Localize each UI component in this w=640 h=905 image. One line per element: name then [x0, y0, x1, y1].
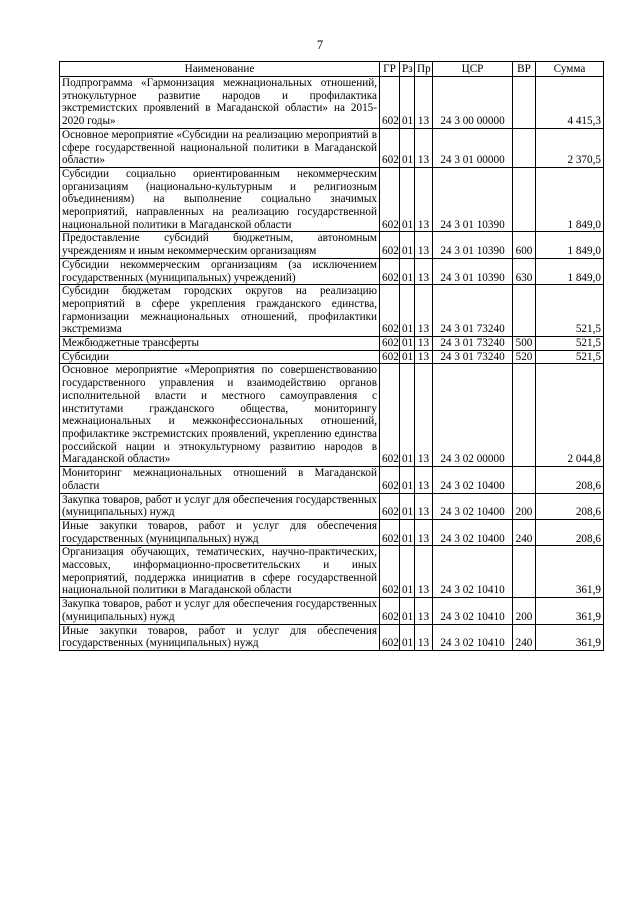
cell-vr [513, 546, 536, 598]
cell-name: Межбюджетные трансферты [60, 337, 380, 351]
cell-vr: 520 [513, 350, 536, 364]
cell-gr: 602 [380, 598, 400, 624]
cell-vr [513, 467, 536, 493]
table-header-row [60, 62, 604, 77]
cell-csr: 24 3 01 10390 [433, 258, 513, 284]
cell-csr: 24 3 02 10400 [433, 467, 513, 493]
cell-rz: 01 [400, 167, 415, 232]
cell-pr: 13 [415, 128, 433, 167]
cell-gr: 602 [380, 167, 400, 232]
cell-rz: 01 [400, 77, 415, 129]
cell-sum: 1 849,0 [536, 232, 604, 258]
cell-rz: 01 [400, 337, 415, 351]
cell-pr: 13 [415, 77, 433, 129]
page-number: 7 [316, 38, 324, 52]
cell-sum: 521,5 [536, 350, 604, 364]
cell-pr: 13 [415, 493, 433, 519]
cell-sum: 1 849,0 [536, 167, 604, 232]
cell-sum: 208,6 [536, 493, 604, 519]
cell-name: Закупка товаров, работ и услуг для обеспечения государственных (муниципальных) нужд [60, 493, 380, 519]
cell-csr: 24 3 01 73240 [433, 285, 513, 337]
cell-gr: 602 [380, 258, 400, 284]
cell-vr: 240 [513, 519, 536, 545]
cell-gr: 602 [380, 128, 400, 167]
cell-pr: 13 [415, 519, 433, 545]
cell-vr [513, 128, 536, 167]
cell-gr: 602 [380, 493, 400, 519]
table-row [60, 364, 604, 467]
cell-sum: 2 044,8 [536, 364, 604, 467]
cell-gr: 602 [380, 350, 400, 364]
table-row [60, 337, 604, 351]
table-row [60, 598, 604, 624]
cell-name: Субсидии некоммерческим организациям (за исключением государственных (муниципальных) учреждений) [60, 258, 380, 284]
cell-pr: 13 [415, 364, 433, 467]
cell-sum: 1 849,0 [536, 258, 604, 284]
cell-pr: 13 [415, 258, 433, 284]
table-row [60, 624, 604, 650]
cell-sum: 2 370,5 [536, 128, 604, 167]
cell-csr: 24 3 02 10410 [433, 598, 513, 624]
cell-vr [513, 285, 536, 337]
cell-name: Иные закупки товаров, работ и услуг для обеспечения государственных (муниципальных) нужд [60, 624, 380, 650]
table-row [60, 128, 604, 167]
cell-rz: 01 [400, 598, 415, 624]
cell-vr: 600 [513, 232, 536, 258]
cell-pr: 13 [415, 624, 433, 650]
cell-name: Субсидии [60, 350, 380, 364]
table-row [60, 467, 604, 493]
table-row [60, 519, 604, 545]
cell-vr: 200 [513, 493, 536, 519]
header-csr: ЦСР [433, 62, 513, 77]
table-row [60, 258, 604, 284]
cell-sum: 361,9 [536, 598, 604, 624]
cell-rz: 01 [400, 364, 415, 467]
header-sum: Сумма [536, 62, 604, 77]
cell-rz: 01 [400, 350, 415, 364]
cell-sum: 208,6 [536, 467, 604, 493]
table-row [60, 232, 604, 258]
cell-pr: 13 [415, 337, 433, 351]
cell-gr: 602 [380, 624, 400, 650]
cell-gr: 602 [380, 77, 400, 129]
cell-vr [513, 364, 536, 467]
cell-rz: 01 [400, 493, 415, 519]
cell-csr: 24 3 02 10400 [433, 519, 513, 545]
header-vr: ВР [513, 62, 536, 77]
cell-csr: 24 3 00 00000 [433, 77, 513, 129]
cell-gr: 602 [380, 467, 400, 493]
cell-sum: 208,6 [536, 519, 604, 545]
cell-gr: 602 [380, 232, 400, 258]
cell-vr [513, 167, 536, 232]
cell-name: Иные закупки товаров, работ и услуг для обеспечения государственных (муниципальных) нужд [60, 519, 380, 545]
cell-pr: 13 [415, 598, 433, 624]
cell-csr: 24 3 02 10410 [433, 546, 513, 598]
cell-gr: 602 [380, 337, 400, 351]
cell-vr: 200 [513, 598, 536, 624]
cell-rz: 01 [400, 285, 415, 337]
header-rz: Рз [400, 62, 415, 77]
cell-pr: 13 [415, 285, 433, 337]
cell-rz: 01 [400, 519, 415, 545]
cell-rz: 01 [400, 128, 415, 167]
cell-name: Мониторинг межнациональных отношений в Магаданской области [60, 467, 380, 493]
cell-sum: 4 415,3 [536, 77, 604, 129]
cell-name: Закупка товаров, работ и услуг для обеспечения государственных (муниципальных) нужд [60, 598, 380, 624]
cell-gr: 602 [380, 364, 400, 467]
cell-gr: 602 [380, 519, 400, 545]
cell-name: Подпрограмма «Гармонизация межнациональных отношений, этнокультурное развитие народов и профилактика экстремистских проявлений в Магаданской области» на 2015-2020 годы» [60, 77, 380, 129]
header-name: Наименование [60, 62, 380, 77]
cell-csr: 24 3 02 10410 [433, 624, 513, 650]
cell-gr: 602 [380, 546, 400, 598]
cell-vr [513, 77, 536, 129]
table-row [60, 350, 604, 364]
cell-name: Субсидии бюджетам городских округов на реализацию мероприятий в сфере укрепления гражданского единства, гармонизации межнациональных отношений, профилактики экстремизма [60, 285, 380, 337]
cell-rz: 01 [400, 258, 415, 284]
cell-csr: 24 3 01 00000 [433, 128, 513, 167]
cell-pr: 13 [415, 350, 433, 364]
cell-rz: 01 [400, 624, 415, 650]
table-row [60, 285, 604, 337]
cell-pr: 13 [415, 546, 433, 598]
cell-csr: 24 3 01 10390 [433, 232, 513, 258]
cell-rz: 01 [400, 467, 415, 493]
cell-csr: 24 3 01 73240 [433, 350, 513, 364]
cell-csr: 24 3 02 00000 [433, 364, 513, 467]
cell-vr: 500 [513, 337, 536, 351]
cell-vr: 630 [513, 258, 536, 284]
cell-sum: 361,9 [536, 546, 604, 598]
cell-pr: 13 [415, 167, 433, 232]
budget-table [59, 61, 604, 651]
cell-name: Основное мероприятие «Мероприятия по совершенствованию государственного управления и взаимодействию органов исполнительной власти и местного самоуправления с институтами гражданского общества, мониторингу межнациональных и межконфессиональных отношений, профилактике экстремистских проявлений, укреплению единства российской нации и этнокультурному развитию народов в Магаданской области» [60, 364, 380, 467]
header-pr: Пр [415, 62, 433, 77]
cell-name: Субсидии социально ориентированным некоммерческим организациям (национально-культурным и религиозным объединениям) на выполнение социально значимых мероприятий, направленных на реализацию государственной национальной политики в Магаданской области [60, 167, 380, 232]
cell-name: Организация обучающих, тематических, научно-практических, массовых, информационно-просветительских и иных мероприятий, поддержка инициатив в сфере государственной национальной политики в Магаданской области [60, 546, 380, 598]
cell-sum: 361,9 [536, 624, 604, 650]
table-body [60, 77, 604, 651]
cell-rz: 01 [400, 546, 415, 598]
cell-pr: 13 [415, 467, 433, 493]
cell-name: Предоставление субсидий бюджетным, автономным учреждениям и иным некоммерческим организациям [60, 232, 380, 258]
cell-vr: 240 [513, 624, 536, 650]
cell-csr: 24 3 01 73240 [433, 337, 513, 351]
cell-csr: 24 3 02 10400 [433, 493, 513, 519]
cell-name: Основное мероприятие «Субсидии на реализацию мероприятий в сфере государственной национальной политики в Магаданской области» [60, 128, 380, 167]
cell-gr: 602 [380, 285, 400, 337]
header-gr: ГР [380, 62, 400, 77]
table-row [60, 77, 604, 129]
cell-sum: 521,5 [536, 285, 604, 337]
cell-sum: 521,5 [536, 337, 604, 351]
cell-rz: 01 [400, 232, 415, 258]
table-row [60, 546, 604, 598]
cell-pr: 13 [415, 232, 433, 258]
table-row [60, 167, 604, 232]
cell-csr: 24 3 01 10390 [433, 167, 513, 232]
table-row [60, 493, 604, 519]
